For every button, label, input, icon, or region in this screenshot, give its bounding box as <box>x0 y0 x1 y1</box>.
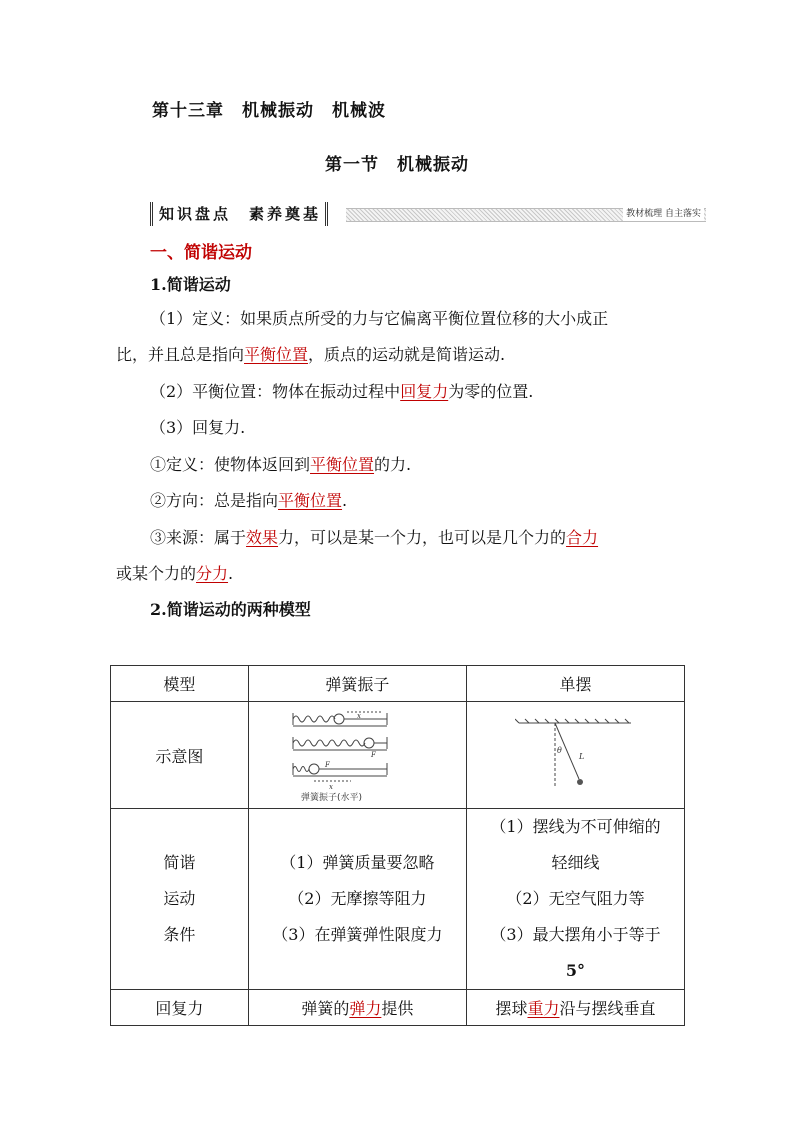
banner-right-text: 教材梳理 自主落实 <box>623 207 704 221</box>
text: 的力. <box>374 455 412 474</box>
table-row-diagram <box>111 702 685 809</box>
row-label: 示意图 <box>111 702 249 809</box>
text: 比，并且总是指向 <box>116 345 245 364</box>
text: ③来源：属于 <box>150 528 247 547</box>
spring-caption: 弹簧振子(水平) <box>301 793 363 803</box>
header-cell: 模型 <box>111 666 249 702</box>
row-label-line: 条件 <box>163 925 196 944</box>
row-label-line: 运动 <box>163 889 196 908</box>
table-row-conditions <box>111 809 685 990</box>
spring-oscillator-diagram-cell <box>248 702 466 809</box>
row-label-line: 简谐 <box>163 853 196 872</box>
subheading-two-models: 2.简谐运动的两种模型 <box>150 600 311 619</box>
chapter-title: 第十三章 机械振动 机械波 <box>152 101 386 121</box>
banner-label: 知识盘点 素养奠基 <box>150 202 328 226</box>
spring-conditions-cell <box>248 809 466 990</box>
restoring-force-heading: （3）回复力. <box>150 418 246 437</box>
text: 沿与摆线垂直 <box>559 999 656 1018</box>
answer-fill: 平衡位置 <box>310 455 375 474</box>
equilibrium-position-line <box>150 382 533 402</box>
condition-line: 轻细线 <box>551 853 600 872</box>
subheading-simple-harmonic-motion: 1.简谐运动 <box>150 275 231 294</box>
pendulum-conditions-cell <box>466 809 684 990</box>
restoring-source-line-2 <box>116 564 233 584</box>
section-title: 第一节 机械振动 <box>325 155 469 175</box>
spring-label-x: x <box>329 783 334 791</box>
restoring-direction-line <box>150 491 347 511</box>
text: 弹簧的 <box>301 999 350 1018</box>
restoring-definition-line <box>150 455 411 475</box>
section-banner <box>150 202 706 226</box>
condition-line: （2）无空气阻力等 <box>506 889 645 908</box>
answer-fill: 回复力 <box>400 382 449 401</box>
heading-simple-harmonic-motion: 一、简谐运动 <box>150 243 252 263</box>
definition-line-1: （1）定义：如果质点所受的力与它偏离平衡位置位移的大小成正 <box>150 309 609 328</box>
condition-line: （3）最大摆角小于等于 <box>490 925 661 944</box>
answer-fill: 分力 <box>196 564 229 583</box>
text: 力，可以是某一个力，也可以是几个力的 <box>278 528 567 547</box>
row-label <box>111 809 249 990</box>
spring-oscillator-diagram <box>287 707 427 803</box>
answer-fill: 合力 <box>566 528 599 547</box>
definition-line-2 <box>116 345 505 365</box>
text: . <box>342 491 348 510</box>
models-table <box>110 665 685 1026</box>
text: 或某个力的 <box>116 564 197 583</box>
restoring-source-line-1 <box>150 528 598 548</box>
condition-line: （1）弹簧质量要忽略 <box>280 853 435 872</box>
answer-fill: 平衡位置 <box>244 345 309 364</box>
spring-restoring-cell <box>248 990 466 1026</box>
row-label: 回复力 <box>111 990 249 1026</box>
condition-line: （3）在弹簧弹性限度力 <box>272 925 443 944</box>
condition-line: （1）摆线为不可伸缩的 <box>490 817 661 836</box>
table-row-restoring-force <box>111 990 685 1026</box>
spring-label-F: F <box>325 761 331 769</box>
text: 为零的位置. <box>448 382 534 401</box>
condition-line: （2）无摩擦等阻力 <box>288 889 427 908</box>
answer-fill: 弹力 <box>349 999 382 1018</box>
pendulum-diagram-cell <box>466 702 684 809</box>
text: 提供 <box>381 999 414 1018</box>
text: . <box>228 564 234 583</box>
answer-fill: 平衡位置 <box>278 491 343 510</box>
answer-fill: 重力 <box>527 999 560 1018</box>
answer-fill: 效果 <box>246 528 279 547</box>
text: （2）平衡位置：物体在振动过程中 <box>150 382 401 401</box>
spring-label-F: F <box>371 751 377 759</box>
header-cell: 弹簧振子 <box>248 666 466 702</box>
spring-label-x: x <box>357 712 362 720</box>
text: ①定义：使物体返回到 <box>150 455 311 474</box>
pendulum-restoring-cell <box>466 990 684 1026</box>
header-cell: 单摆 <box>466 666 684 702</box>
text: ②方向：总是指向 <box>150 491 279 510</box>
text: 摆球 <box>495 999 528 1018</box>
pendulum-label-theta: θ <box>557 746 563 755</box>
table-header-row <box>111 666 685 702</box>
pendulum-diagram <box>515 715 635 795</box>
condition-line: 5° <box>565 961 586 980</box>
pendulum-label-L: L <box>579 752 585 761</box>
text: ，质点的运动就是简谐运动. <box>308 345 506 364</box>
